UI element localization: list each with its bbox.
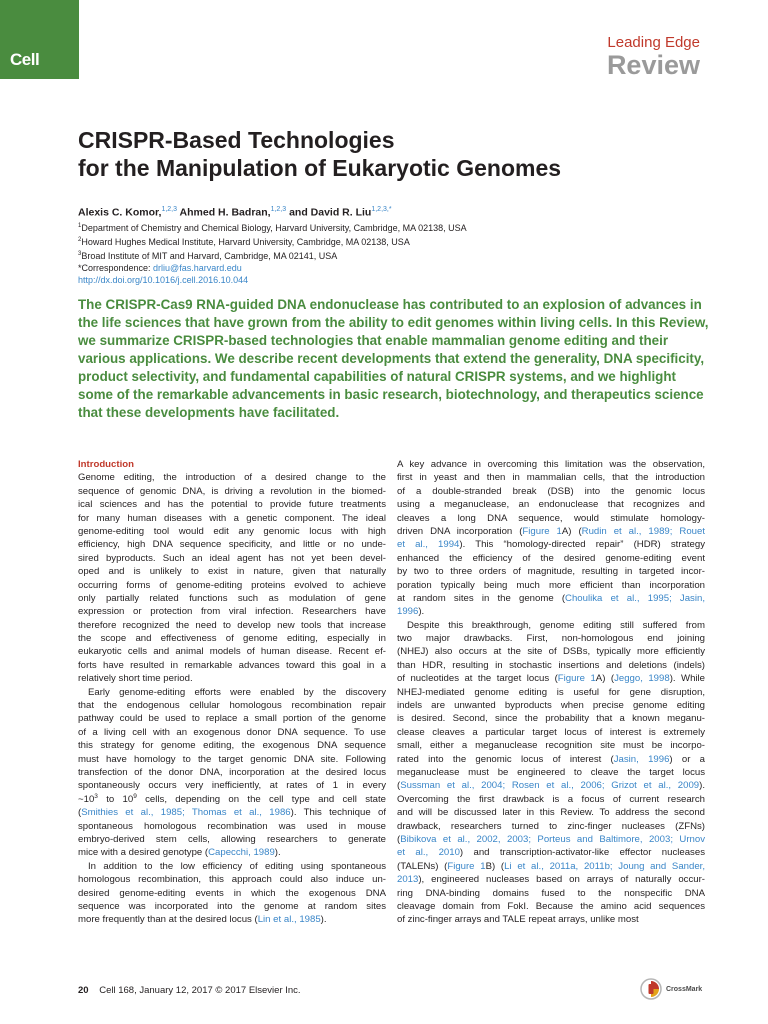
text-run: ~10: [78, 793, 95, 805]
text-run: rated into the genomic locus of interest (: [397, 753, 614, 765]
citation-link[interactable]: Li et al., 2011a, 2011b; Joung and Sander,: [504, 860, 705, 872]
text-run: Genome editing, the introduction of a desired change to the: [78, 472, 386, 484]
text-run: eukaryotic cells and animal models of human disease. Recent ef-: [78, 646, 386, 658]
text-line: [397, 458, 705, 471]
text-line: [397, 686, 705, 699]
body-column-right: [397, 458, 705, 927]
text-line: [78, 726, 386, 739]
page-footer: [78, 985, 301, 996]
text-run: cells, depending on the cell type and cell state: [136, 793, 386, 805]
text-run: In addition to the low efficiency of editing using spontaneous: [88, 860, 386, 872]
text-run: (: [397, 780, 401, 792]
citation-link[interactable]: Sussman et al., 2004; Rosen et al., 2006; Grizot et al., 2009: [400, 780, 700, 792]
citation-link[interactable]: et al., 1994: [397, 539, 460, 551]
text-run: ring DNA-binding domains fused to the nonspecific DNA: [397, 887, 705, 899]
text-run: A) (: [561, 525, 582, 537]
text-line: [397, 699, 705, 712]
text-line: [397, 793, 705, 806]
text-line: [78, 552, 386, 565]
text-run: two major drawbacks. First, non-homologous end joining: [397, 633, 705, 645]
text-line: [397, 726, 705, 739]
citation-link[interactable]: Choulika et al., 1995; Jasin,: [565, 592, 705, 604]
text-line: [397, 913, 705, 926]
text-run: ical sciences and has the potential to provide future treatments: [78, 499, 386, 511]
doi: [78, 274, 678, 286]
text-line: [397, 712, 705, 725]
citation-link[interactable]: Figure 1: [522, 525, 562, 537]
text-run: forts have resulted in remarkable advances toward this goal in a: [78, 659, 386, 671]
text-line: [78, 846, 386, 859]
text-line: [397, 873, 705, 886]
text-run: of nucleotides at the target locus (: [397, 673, 558, 685]
text-line: [78, 471, 386, 484]
text-line: [78, 699, 386, 712]
text-run: at random sites in the genome (: [397, 592, 566, 604]
citation-link[interactable]: Capecchi, 1989: [208, 847, 275, 859]
author-affiliation-marker[interactable]: 1,2,3,*: [371, 206, 392, 213]
text-run: (: [397, 833, 401, 845]
text-run: NHEJ-mediated genome editing is useful for gene disruption,: [397, 686, 705, 698]
author-name: and David R. Liu: [286, 206, 372, 219]
text-line: [78, 820, 386, 833]
text-line: [397, 860, 705, 873]
citation-link[interactable]: Jeggo, 1998: [614, 673, 670, 685]
text-run: ). While: [669, 673, 705, 685]
title-line: CRISPR-Based Technologies: [78, 127, 395, 153]
citation-link[interactable]: Bibikova et al., 2002, 2003; Porteus and Baltimore, 2003; Urnov: [400, 833, 705, 845]
text-line: [78, 712, 386, 725]
text-run: of a living cell with an exogenous donor DNA sequence. To use: [78, 726, 386, 738]
text-line: [78, 753, 386, 766]
right-column-text: [397, 458, 705, 927]
text-run: for many human diseases with a genetic component. The ideal: [78, 512, 386, 524]
affiliation-text: Department of Chemistry and Chemical Biology, Harvard University, Cambridge, MA 02138, USA: [81, 223, 467, 233]
abstract-line: various applications. We describe recent developments that extend the generality, DNA specificity,: [78, 351, 705, 366]
citation-link[interactable]: Rudin et al., 1989; Rouet: [581, 525, 705, 537]
affiliation: [78, 220, 678, 234]
text-run: therefore recognized the need to develop new tools that increase: [78, 619, 386, 631]
citation-link[interactable]: et al., 2010: [397, 847, 460, 859]
text-line: [397, 887, 705, 900]
abstract-line: some of the remarkable advancements in basic research, biotechnology, and therapeutics science: [78, 387, 704, 402]
text-line: [397, 739, 705, 752]
title-line: for the Manipulation of Eukaryotic Genomes: [78, 155, 562, 181]
text-run: embryo-derived stem cells, allowing researchers to generate: [78, 833, 386, 845]
affiliation: [78, 234, 678, 248]
text-line: [397, 659, 705, 672]
text-run: ).: [699, 780, 705, 792]
text-line: [78, 538, 386, 551]
text-run: B) (: [485, 860, 505, 872]
page-number: 20: [78, 985, 89, 996]
text-run: is desired. Second, since the probability that a known meganu-: [397, 713, 705, 725]
text-line: [78, 605, 386, 618]
author-affiliation-marker[interactable]: 1,2,3: [161, 206, 178, 213]
citation-link[interactable]: Figure 1: [557, 673, 596, 685]
crossmark-badge[interactable]: [640, 978, 710, 1004]
text-run: occurring forms of genome-editing proteins evolved to achieve: [78, 579, 386, 591]
affiliation-marker: 2: [78, 237, 82, 243]
text-line: [397, 900, 705, 913]
abstract-line: that these developments have facilitated.: [78, 405, 340, 420]
text-run: indels are unwanted byproducts when precise genome editing: [397, 700, 705, 712]
text-run: ), engineered nucleases based on arrays of naturally occur-: [418, 874, 705, 886]
text-run: clease cleaves a particular target locus of interest is extremely: [397, 726, 705, 738]
text-run: than HDR, resulting in stochastic insertions and deletions (indels): [397, 659, 705, 671]
text-line: [78, 873, 386, 886]
affiliation: [78, 248, 678, 262]
text-run: ).: [320, 914, 327, 926]
text-run: A) (: [595, 673, 615, 685]
text-line: [78, 498, 386, 511]
text-line: [78, 672, 386, 685]
section-title: Review: [606, 50, 700, 80]
text-run: cleavage domain from FokI. Because the amino acid sequences: [397, 900, 705, 912]
text-run: A key advance in overcoming this limitation was the observation,: [397, 459, 705, 470]
doi-link[interactable]: http://dx.doi.org/10.1016/j.cell.2016.10.044: [78, 275, 249, 285]
text-line: [397, 485, 705, 498]
author-name: Alexis C. Komor,: [78, 206, 162, 219]
affiliation-marker: 1: [78, 223, 82, 229]
text-line: [397, 538, 705, 551]
text-run: sequence of genomic DNA, is driving a revolution in the biomed-: [78, 485, 386, 497]
text-line: [78, 900, 386, 913]
section-heading-introduction: Introduction: [78, 459, 134, 470]
journal-logo: Cell: [10, 50, 40, 69]
text-run: ) or a: [669, 753, 705, 765]
text-run: expression or protection from viral infection. Researchers have: [78, 606, 386, 618]
text-line: [78, 619, 386, 632]
text-run: spontaneously occurs very inefficiently, at rates of 1 in every: [78, 780, 386, 792]
text-run: oped and is unlikely to exist in nature, given that naturally: [78, 566, 386, 578]
affiliation-marker: 3: [78, 251, 82, 257]
text-line: [78, 739, 386, 752]
superscript: 9: [133, 792, 137, 800]
body-column-left: [78, 458, 386, 927]
text-run: (NHEJ) also occurs at the site of DSBs, typically more efficiently: [397, 646, 705, 658]
text-run: by two to three orders of magnitude, resulting in targeted incor-: [397, 566, 705, 578]
crossmark-label: CrossMark: [666, 986, 703, 993]
text-line: [78, 659, 386, 672]
text-run: ). This “homology-directed repair” (HDR) strategy: [459, 539, 705, 551]
citation-link[interactable]: Figure 1: [447, 860, 486, 872]
text-run: drawback, researchers turned to zinc-finger nucleases (ZFNs): [397, 820, 705, 832]
abstract-line: the life sciences that have grown from the ability to edit genomes within living cells. In this Review,: [78, 315, 709, 330]
text-line: [397, 632, 705, 645]
text-run: poration typically being much more efficient than incorporation: [397, 579, 705, 591]
text-run: mice with a desired genotype (: [78, 847, 209, 859]
text-run: Early genome-editing efforts were enabled by the discovery: [88, 686, 386, 698]
text-line: [78, 793, 386, 806]
text-line: [397, 779, 705, 792]
citation-link[interactable]: 1996: [397, 606, 419, 618]
text-line: [397, 820, 705, 833]
crossmark-icon: [640, 978, 662, 1000]
text-run: to 10: [97, 793, 134, 805]
text-run: ).: [418, 606, 425, 618]
abstract-line: The CRISPR-Cas9 RNA-guided DNA endonuclease has contributed to an explosion of advances in: [78, 297, 702, 312]
text-line: [78, 779, 386, 792]
text-line: [78, 565, 386, 578]
abstract-line: we summarize CRISPR-based technologies that enable mammalian genome editing and their: [78, 333, 669, 348]
text-line: [397, 498, 705, 511]
article-title: [78, 126, 718, 182]
text-line: [397, 471, 705, 484]
text-run: efficiency, high DNA sequence specificity, and little or no unde-: [78, 539, 386, 551]
text-line: [78, 686, 386, 699]
text-line: [78, 766, 386, 779]
text-run: of a double-stranded break (DSB) into the genomic locus: [397, 485, 705, 497]
text-run: ) and transcription-activator-like effector nucleases: [459, 847, 705, 859]
text-run: Despite this breakthrough, genome editing still suffered from: [407, 619, 705, 631]
text-line: [397, 579, 705, 592]
text-run: of zinc-finger arrays and TALE repeat arrays, unlike most: [397, 914, 639, 926]
left-column-text: [78, 471, 386, 926]
text-run: meganuclease must be engineered to cleave the target locus: [397, 766, 705, 778]
text-line: [397, 806, 705, 819]
text-line: [397, 525, 705, 538]
correspondence-label: *Correspondence:: [78, 263, 154, 273]
text-line: [397, 645, 705, 658]
text-run: ). This technique of: [290, 807, 386, 819]
text-run: enhanced the efficiency of the desired genome-editing event: [397, 552, 705, 564]
text-run: desired genome-editing events in which the exogenous DNA: [78, 887, 386, 899]
text-line: [397, 753, 705, 766]
correspondence-email-link[interactable]: drliu@fas.harvard.edu: [153, 263, 242, 273]
text-line: [397, 846, 705, 859]
author-name: Ahmed H. Badran,: [177, 206, 271, 219]
text-run: and will be discussed later in this Review. To address the second: [397, 807, 705, 819]
text-run: pathway could be used to replace a small portion of the genome: [78, 713, 386, 725]
text-line: [397, 833, 705, 846]
text-run: (: [78, 807, 82, 819]
affiliation-text: Howard Hughes Medical Institute, Harvard University, Cambridge, MA 02138, USA: [81, 237, 410, 247]
text-line: [397, 565, 705, 578]
text-run: must have homology to the target genomic DNA site. Following: [78, 753, 386, 765]
text-run: only partially related functions such as modulation of gene: [78, 592, 386, 604]
text-run: driven DNA incorporation (: [397, 525, 523, 537]
text-line: [397, 619, 705, 632]
text-run: more frequently than at the desired locus (: [78, 914, 258, 926]
abstract-line: product selectivity, and fundamental capabilities of natural CRISPR systems, and we highlight: [78, 369, 676, 384]
text-line: [78, 485, 386, 498]
abstract: [78, 296, 709, 422]
correspondence: [78, 262, 678, 274]
text-run: homologous recombination, this approach could also induce un-: [78, 874, 386, 886]
text-run: sequence was incorporated into the genome at random sites: [78, 900, 386, 912]
text-line: [397, 552, 705, 565]
text-line: [78, 860, 386, 873]
text-line: [78, 579, 386, 592]
text-run: that the endogenous cellular homologous recombination repair: [78, 700, 386, 712]
text-run: this strategy for genome editing, the exogenous DNA sequence: [78, 740, 386, 752]
superscript: 3: [94, 792, 98, 800]
text-run: ).: [274, 847, 281, 859]
text-line: [78, 887, 386, 900]
text-line: [78, 645, 386, 658]
text-line: [397, 512, 705, 525]
text-line: [78, 913, 386, 926]
citation-link[interactable]: Jasin, 1996: [613, 753, 670, 765]
text-run: Overcoming the first drawback is a focus of current research: [397, 793, 705, 805]
journal-citation: Cell 168, January 12, 2017 © 2017 Elsevier Inc.: [99, 985, 301, 996]
affiliation-text: Broad Institute of MIT and Harvard, Cambridge, MA 02141, USA: [81, 251, 338, 261]
text-line: [78, 592, 386, 605]
section-label: Leading Edge: [607, 34, 700, 51]
text-run: genome-editing tool would edit any genomic locus with high: [78, 525, 386, 537]
text-run: transfection of the donor DNA, incorporation at the desired locus: [78, 766, 386, 778]
text-line: [78, 525, 386, 538]
text-line: [78, 833, 386, 846]
text-line: [397, 766, 705, 779]
text-line: [397, 592, 705, 605]
author-list: [78, 206, 392, 219]
text-run: (TALENs) (: [397, 860, 448, 872]
text-line: [397, 605, 705, 618]
text-run: first in yeast and then in mammalian cells, that the introduction: [397, 472, 705, 484]
text-run: spontaneous homologous recombination was used in mouse: [78, 820, 386, 832]
text-run: using a meganuclease, an endonuclease that recognizes and: [397, 499, 705, 511]
citation-link[interactable]: Lin et al., 1985: [257, 914, 321, 926]
text-run: relatively short time period.: [78, 673, 193, 685]
affiliations: [78, 220, 678, 286]
text-line: [78, 632, 386, 645]
text-line: [78, 806, 386, 819]
text-line: [397, 672, 705, 685]
text-line: [78, 512, 386, 525]
text-run: cleaves a long DNA sequence, would stimulate homology-: [397, 512, 705, 524]
text-run: the scope and effectiveness of genome editing, especially in: [78, 633, 386, 645]
text-run: sired byproducts. Such an ideal agent has not yet been devel-: [78, 552, 386, 564]
text-run: small, either a meganuclease recognition site must be incorpo-: [397, 740, 705, 752]
citation-link[interactable]: Smithies et al., 1985; Thomas et al., 1986: [81, 807, 291, 819]
author-affiliation-marker[interactable]: 1,2,3: [270, 206, 287, 213]
citation-link[interactable]: 2013: [397, 874, 419, 886]
journal-tab: [0, 0, 79, 79]
